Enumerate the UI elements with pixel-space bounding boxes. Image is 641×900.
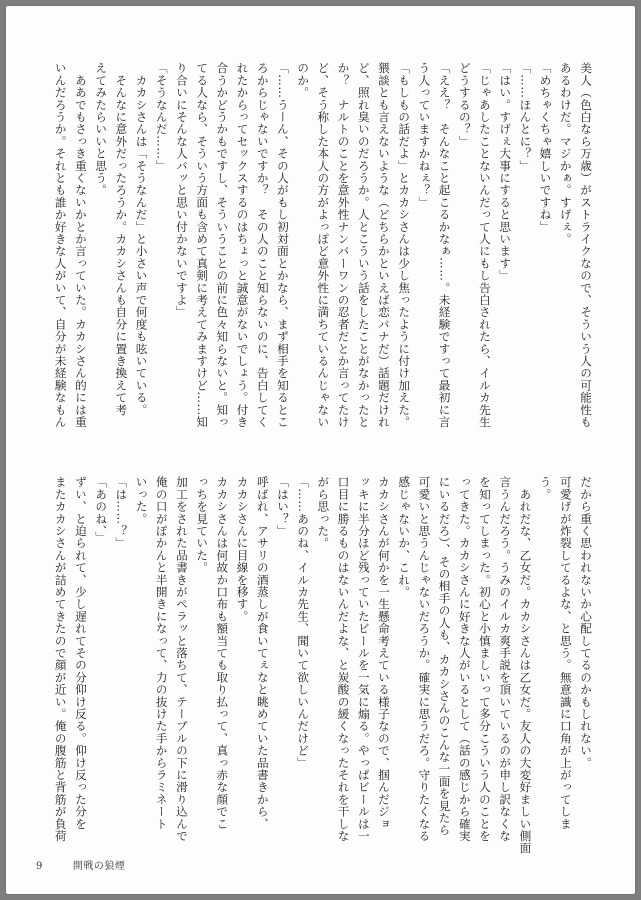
text-line: ど、照れ臭いのだろうか。人とこういう話をしたことがなかったと (356, 62, 371, 428)
text-line: だから重く思われないか心配してるのかもしれない。 (579, 476, 593, 769)
text-line: 合うかどうかもですし、そういうことの前に色々知らないと。知っ (215, 62, 230, 428)
text-line: ああでもさっき重くないかとか言っていた。カカシさん的には重 (73, 62, 88, 428)
text-line: ッキに半分ほど残っていたビールを一気に煽る。やっぱビールは一 (356, 476, 371, 842)
text-line: れたからってセックスするのはちょっと誠意がないでしょう。付き (235, 62, 250, 428)
text-line: のか。 (296, 62, 311, 99)
text-line: う人っていますかねぇ？」 (417, 62, 432, 209)
page-number: 9 (36, 861, 43, 872)
page-footer (36, 857, 125, 872)
text-line: カカシさんに目線を移す。 (235, 476, 250, 623)
text-line: にいるだろ）、その相手の人も、カカシさんのこんな一面を見たら (437, 476, 452, 837)
text-column-bottom (53, 476, 596, 855)
text-line: 「……ほんとに？」 (518, 62, 533, 172)
text-line: ってきた。カカシさんに好きな人がいるとして（話の感じから確実 (457, 476, 472, 842)
text-line: そんなに意外だったろうか。カカシさんも自分に置き換えて考 (114, 62, 129, 416)
book-page (6, 6, 635, 894)
text-line: てる人なら、そういう方面も含めて真剣に考えてみますけど……知 (195, 62, 210, 428)
text-line: 可愛げが炸裂してるよな、と思う。無意識に口角が上がってしま (558, 476, 573, 830)
text-line: 「……うーん、その人がもし初対面とかなら、まず相手を知るとこ (275, 62, 290, 428)
text-line: 可愛いと思うんじゃないだろうか。確実に思うだろ。守りたくなる (417, 476, 432, 842)
text-line: 「じゃあしたことないんだって人にもし告白されたら、イルカ先生 (477, 62, 492, 428)
text-line: 感じゃないか、これ。 (397, 476, 412, 598)
text-line: 「ええ？ そんなこと起こるかなぁ……。未経験ですって最初に言 (437, 62, 452, 428)
text-line: ずい、と迫られて、少し遅れてその分仰け反る。仰け反った分を (73, 476, 88, 830)
text-line: またカカシさんが詰めてきたので顔が近い。俺の腹筋と背筋が負荷 (53, 476, 68, 842)
text-line: 「は……？」 (114, 476, 129, 550)
text-line: カカシさんは何故か口布も額当ても取り払って、真っ赤な顔でこ (215, 476, 230, 830)
text-line: 「もしもの話だよ」とカカシさんは少し焦ったように付け加えた。 (397, 62, 412, 428)
text-line: 呼ばれ、アサリの酒蒸しが食いてぇなと眺めていた品書きから、 (255, 476, 270, 830)
text-line: 美人（色白なら万歳）がストライクなので、そういう人の可能性も (579, 62, 593, 428)
text-line: 「そうなんだ……」 (154, 62, 169, 172)
text-line: っちを見ていた。 (195, 476, 210, 574)
text-line: がら思った。 (316, 476, 331, 550)
text-line: り合いにそんな人バッと思い付かないですよ」 (174, 62, 189, 319)
text-line: カカシさんが何かを一生懸命考えている様子なので、掴んだジョ (376, 476, 391, 830)
text-line: 「あのね、」 (94, 476, 109, 544)
text-line: カカシさんは「そうなんだ」と小さい声で何度も呟いている。 (134, 62, 149, 416)
text-line: いんだろうか。それとも誰か好きな人がいて、自分が未経験なもん (53, 62, 68, 428)
text-line: どうするの？」 (457, 62, 472, 148)
text-line: 猥談とも言えないような（どちらかといえば恋バナだ）話題だけれ (376, 62, 391, 428)
text-line: 「めちゃくちゃ嬉しいですね」 (538, 62, 553, 233)
text-line: えてみたらいいと思う。 (94, 62, 109, 197)
text-line: 言うんだろう。うみのイルカ爽手説を頂いているのが申し訳なくな (498, 476, 513, 842)
text-line: ろからじゃないですか？ その人のこと知らないのに、告白してく (255, 62, 270, 428)
text-line: 「……あのね、イルカ先生、聞いて欲しいんだけど」 (296, 476, 311, 769)
text-line: 加工をされた品書きがペラッと落ちて、テーブルの下に滑り込んで (174, 476, 189, 842)
text-line: いった。 (134, 476, 149, 525)
book-title: 開戦の狼煙 (72, 861, 126, 872)
text-column-top (53, 62, 596, 428)
text-line: ど、そう称した本人の方がよっぽど意外性に満ちているんじゃない (316, 62, 331, 428)
text-line: を知ってしまった。初心と小慎ましいって多分こういう人のことを (477, 476, 492, 842)
text-line: 俺の口がぽかんと半開きになって、力の抜けた手からラミネート (154, 476, 169, 830)
text-line: あるわけだ。マジかぁ。すげぇ。 (558, 62, 573, 245)
text-line: か？ ナルトのことを意外性ナンバーワンの忍者だとか言ってたけ (336, 62, 351, 428)
text-line: う。 (538, 476, 553, 501)
text-line: 「はい。すげぇ大事にすると思います」 (498, 62, 513, 282)
text-line: 「はい？」 (275, 476, 290, 537)
text-line: 口目に勝るものはないんだよな、と炭酸の緩くなったそれを干しな (336, 476, 351, 842)
text-line: あれだな、乙女だ。カカシさんは乙女だ。友人の大変好ましい側面 (518, 476, 533, 855)
